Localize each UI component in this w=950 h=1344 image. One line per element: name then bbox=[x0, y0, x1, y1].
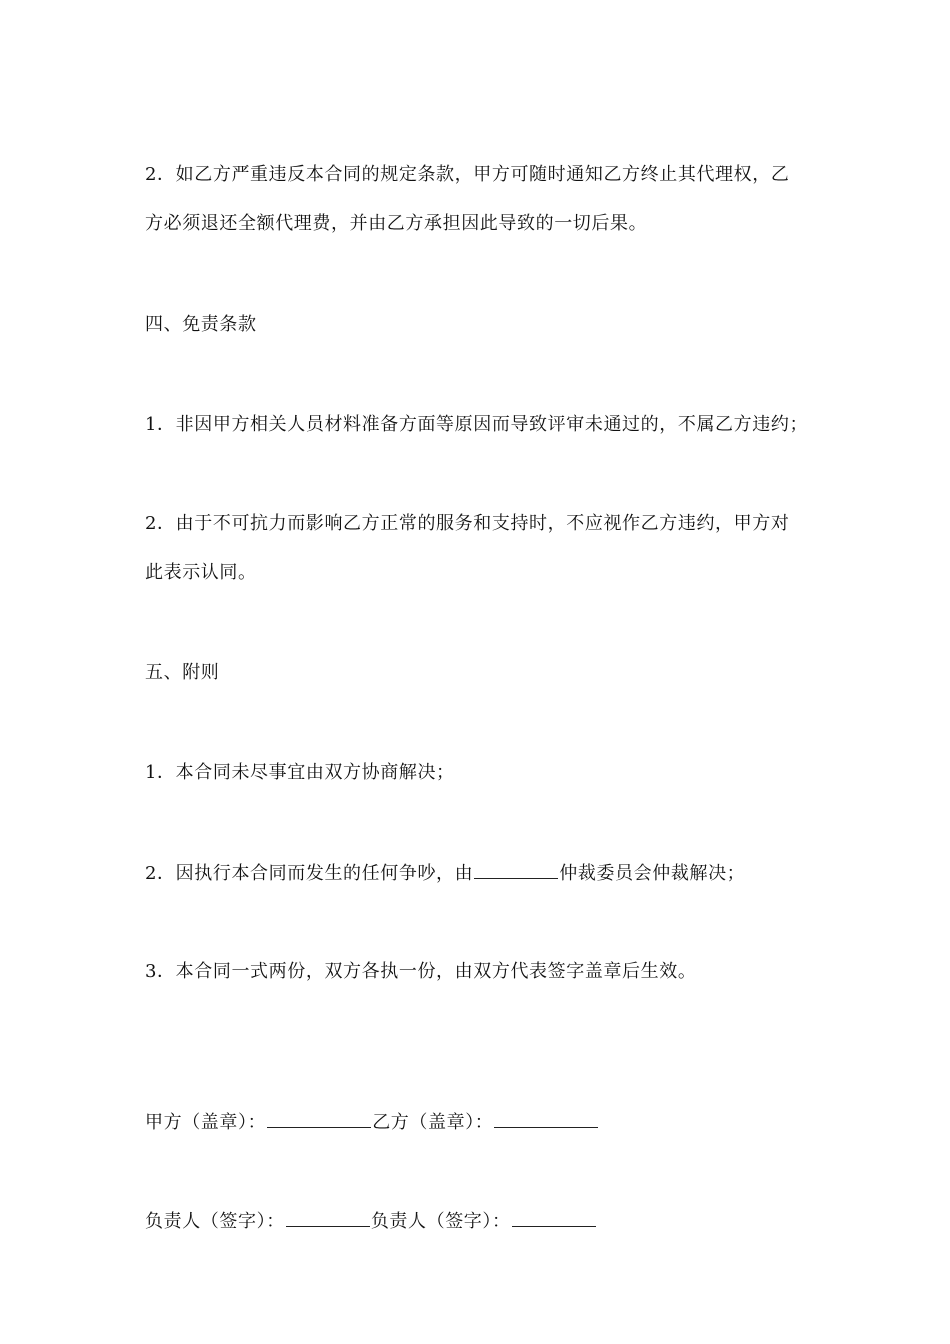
section-5-item-1: 1．本合同未尽事宜由双方协商解决； bbox=[145, 762, 455, 783]
party-a-signature-label: 负责人（签字）： bbox=[145, 1211, 285, 1232]
section-4-item-1: 1．非因甲方相关人员材料准备方面等原因而导致评审未通过的，不属乙方违约； bbox=[145, 414, 809, 435]
section-4-item-2-line-1: 2．由于不可抗力而影响乙方正常的服务和支持时，不应视作乙方违约，甲方对 bbox=[145, 513, 790, 534]
section-5-item-3: 3．本合同一式两份，双方各执一份，由双方代表签字盖章后生效。 bbox=[145, 961, 697, 982]
party-a-seal-label: 甲方（盖章）： bbox=[145, 1112, 267, 1133]
arbitration-committee-blank[interactable] bbox=[474, 860, 558, 879]
party-b-signature-label: 负责人（签字）： bbox=[370, 1211, 511, 1232]
section-5-item-2-text-after: 仲裁委员会仲裁解决； bbox=[559, 863, 746, 884]
party-b-seal-label: 乙方（盖章）： bbox=[372, 1112, 494, 1133]
section-5-item-2 bbox=[145, 860, 825, 886]
section-4-item-2-line-2: 此表示认同。 bbox=[145, 562, 257, 583]
party-a-seal-blank[interactable] bbox=[267, 1109, 371, 1128]
clause-item-2-line-2: 方必须退还全额代理费，并由乙方承担因此导致的一切后果。 bbox=[145, 213, 648, 234]
seal-line bbox=[145, 1109, 825, 1135]
party-a-signature-blank[interactable] bbox=[286, 1208, 370, 1227]
section-4-heading: 四、免责条款 bbox=[145, 314, 257, 335]
party-b-seal-blank[interactable] bbox=[494, 1109, 598, 1128]
section-5-heading: 五、附则 bbox=[145, 662, 220, 683]
section-5-item-2-text-before: 2．因执行本合同而发生的任何争吵，由 bbox=[145, 863, 474, 884]
signature-line bbox=[145, 1208, 825, 1234]
party-b-signature-blank[interactable] bbox=[512, 1208, 596, 1227]
clause-item-2-line-1: 2．如乙方严重违反本合同的规定条款，甲方可随时通知乙方终止其代理权，乙 bbox=[145, 164, 790, 185]
